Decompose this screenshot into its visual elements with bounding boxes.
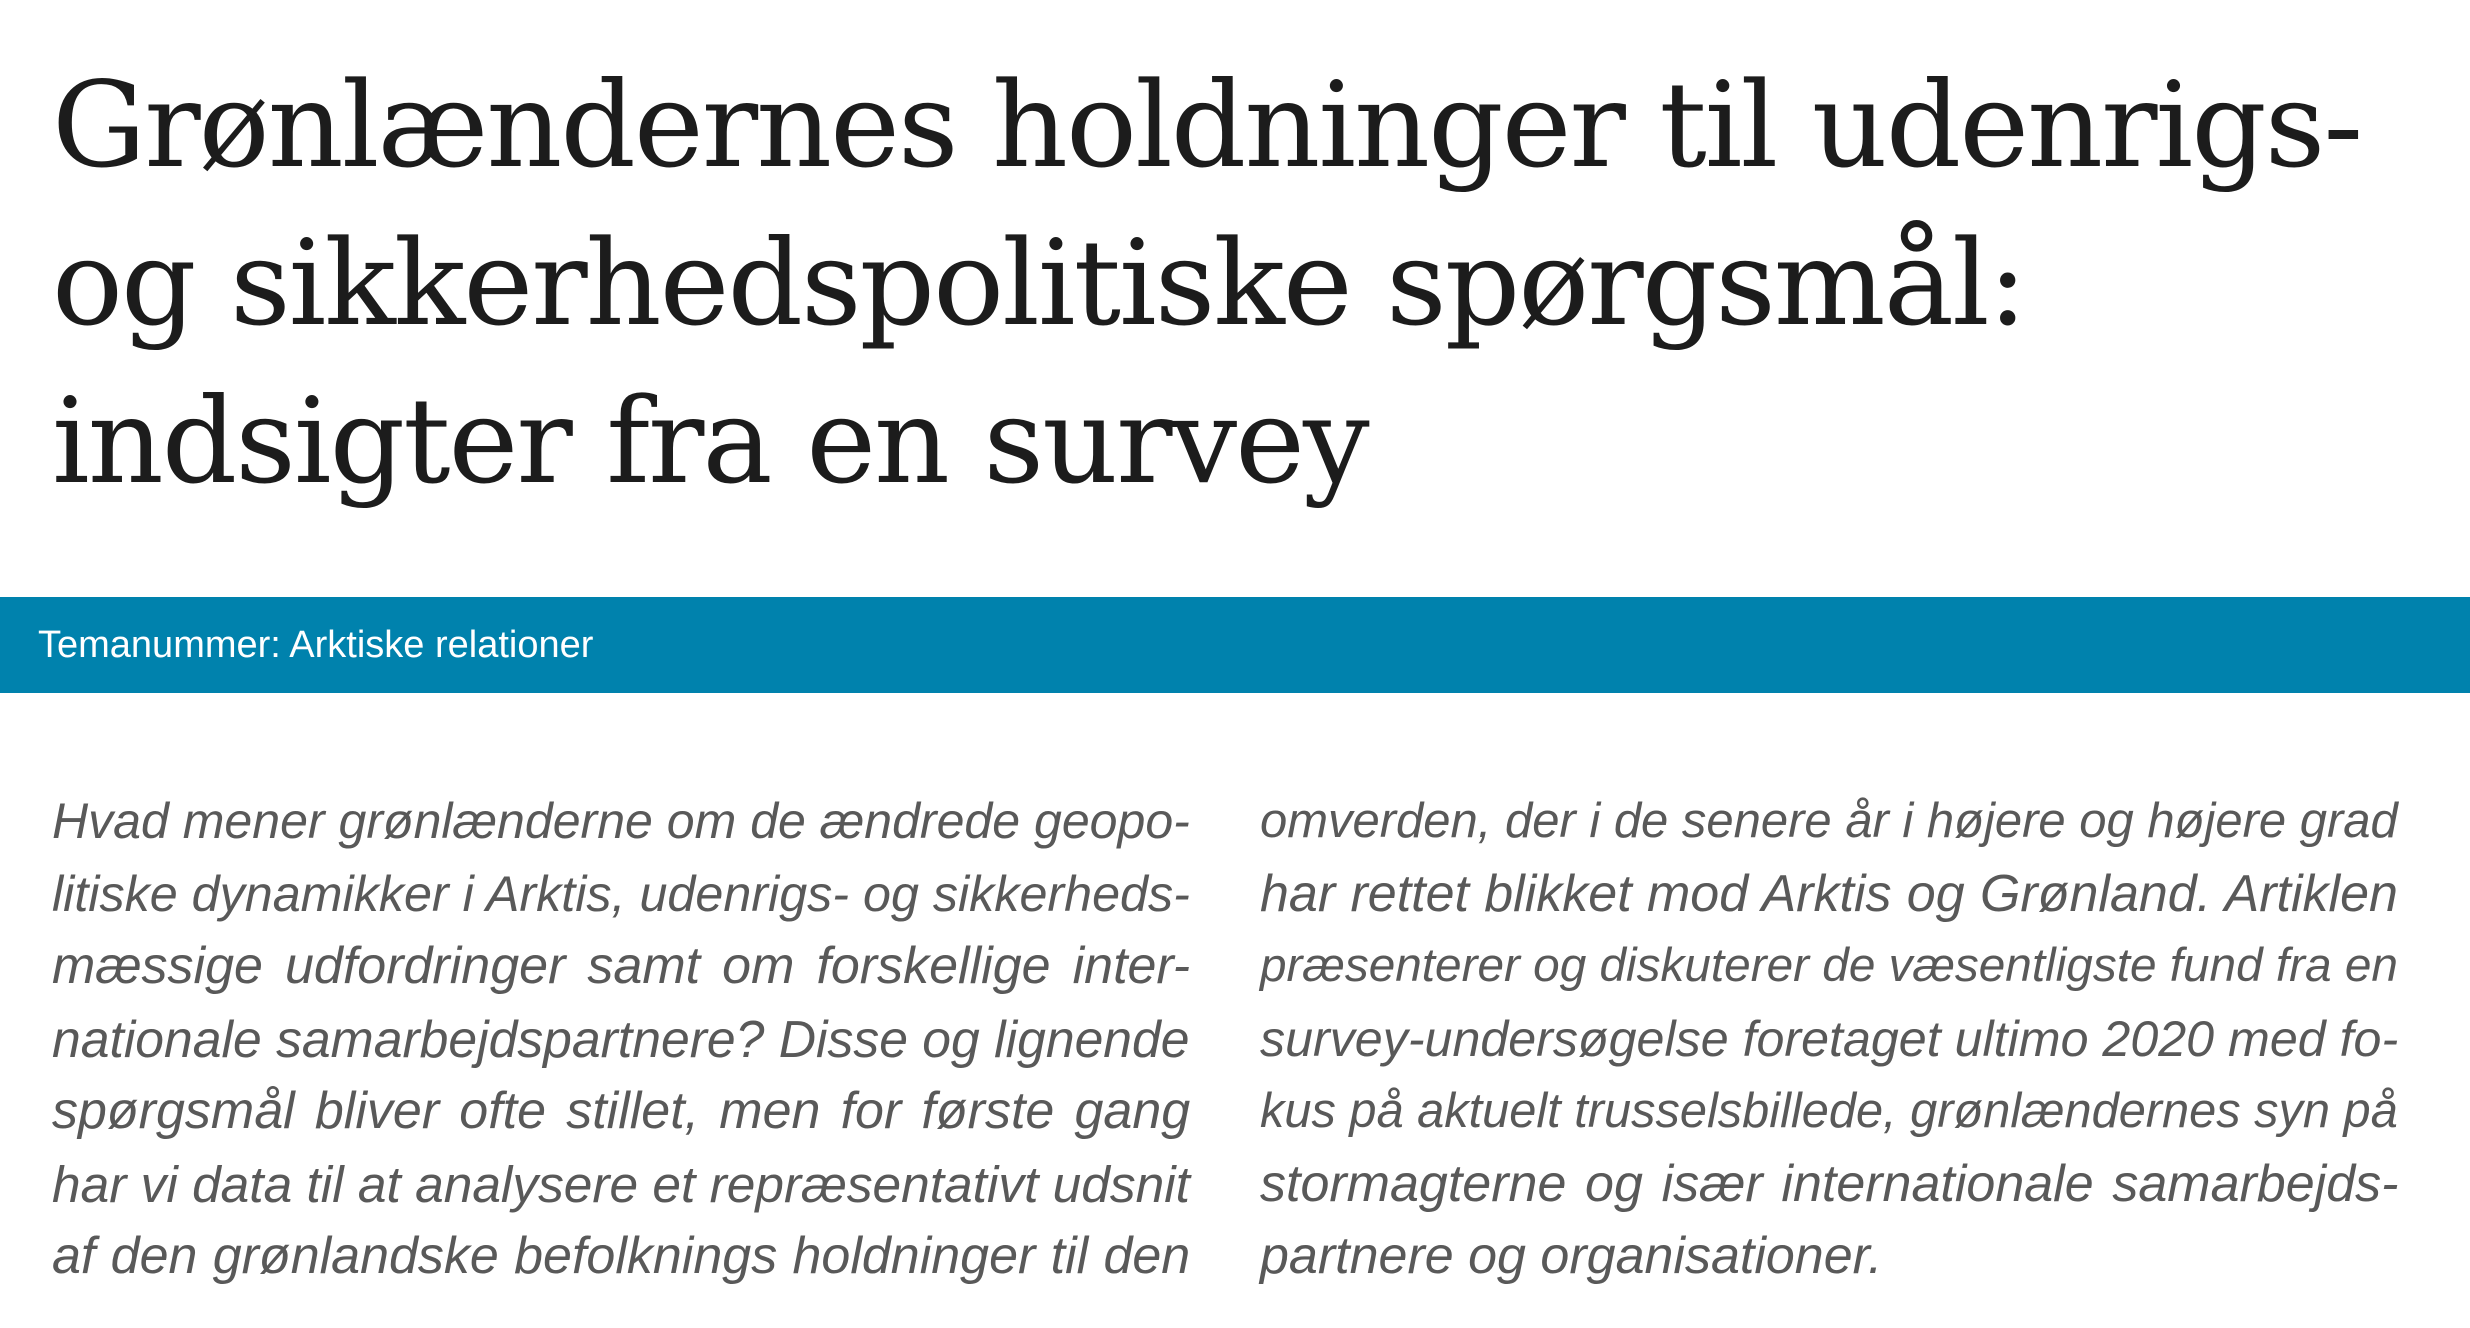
- abstract-line: spørgsmål bliver ofte stillet, men for første gang: [52, 1082, 1191, 1140]
- abstract-line: har vi data til at analysere et repræsentativt udsnit: [52, 1154, 1190, 1213]
- article-title: [52, 46, 2432, 520]
- abstract-line: præsenterer og diskuterer de væsentligste fund fra en: [1260, 939, 2398, 992]
- abstract-line: af den grønlandske befolknings holdninger til den: [52, 1227, 1191, 1285]
- abstract-line: Hvad mener grønlænderne om de ændrede geopo-: [52, 793, 1190, 849]
- title-line: Grønlændernes holdninger til udenrigs-: [52, 56, 2362, 194]
- abstract-column-left: [52, 785, 1190, 1293]
- abstract-line: partnere og organisationer.: [1260, 1227, 1883, 1285]
- abstract-line: omverden, der i de senere år i højere og højere grad: [1260, 794, 2398, 848]
- abstract-line: mæssige udfordringer samt om forskellige inter-: [52, 937, 1191, 995]
- abstract-line: litiske dynamikker i Arktis, udenrigs- og sikkerheds-: [52, 864, 1190, 922]
- abstract-column-right: [1260, 785, 2398, 1293]
- section-banner: [0, 597, 2470, 693]
- abstract-line: nationale samarbejdspartnere? Disse og lignende: [52, 1009, 1190, 1068]
- title-line: og sikkerhedspolitiske spørgsmål:: [52, 214, 2026, 352]
- abstract-line: survey-undersøgelse foretaget ultimo 2020 med fo-: [1260, 1010, 2399, 1067]
- abstract-line: har rettet blikket mod Arktis og Grønland. Artiklen: [1260, 864, 2398, 923]
- section-label: Temanummer: Arktiske relationer: [38, 624, 594, 666]
- abstract-line: stormagterne og især internationale samarbejds-: [1260, 1154, 2399, 1213]
- title-line: indsigter fra en survey: [52, 372, 1368, 510]
- abstract-line: kus på aktuelt trusselsbillede, grønlændernes syn på: [1260, 1084, 2398, 1138]
